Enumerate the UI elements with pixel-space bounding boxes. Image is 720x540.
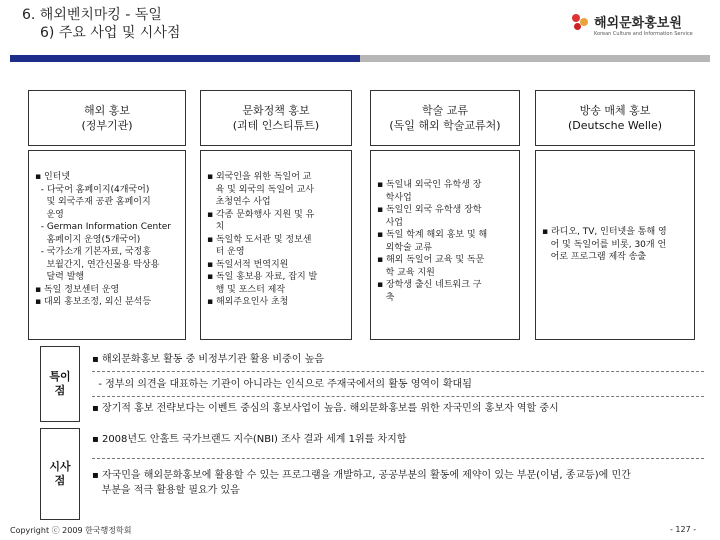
column-header-line: 학술 교류 <box>421 104 468 117</box>
logo <box>570 12 710 42</box>
column-header-line: 방송 매체 홍보 <box>579 104 651 117</box>
list-item: ▪ 독일내 외국인 유학생 장 <box>377 180 482 190</box>
list-item: ▪ 해외 독일어 교육 및 독문 <box>377 255 485 265</box>
page-number: - 127 - <box>670 525 697 534</box>
list-item: - German Information Center <box>35 222 171 232</box>
list-item: 초청연수 사업 <box>207 197 271 207</box>
column-content-gov <box>28 150 186 340</box>
column-header-line: 해외 홍보 <box>83 104 130 117</box>
list-item: 축 <box>377 292 395 303</box>
column-content-daad <box>370 150 520 340</box>
list-item: 치 <box>207 222 225 232</box>
list-item: - 국가소개 기본자료, 국정홍 <box>35 247 152 257</box>
list-item: ▪ 각종 문화행사 지원 및 유 <box>207 209 315 220</box>
list-item: 사업 <box>377 217 403 228</box>
list-item: 학사업 <box>377 192 412 203</box>
list-item: ▪ 해외주요인사 초청 <box>207 297 289 307</box>
list-item: 외학술 교류 <box>377 242 432 253</box>
list-item: - 다국어 홈페이지(4개국어) <box>35 184 150 195</box>
implications-label <box>40 428 80 520</box>
list-item: ▪ 독일학 도서관 및 정보센 <box>207 234 312 245</box>
features-label <box>40 346 80 422</box>
column-header-line: (정부기관) <box>81 119 133 132</box>
dashed-divider <box>92 396 704 397</box>
list-item: ▪ 독일 홍보용 자료, 잡지 발 <box>207 272 318 282</box>
list-item: 터 운영 <box>207 247 245 257</box>
implications-label-line: 시사 <box>49 460 71 473</box>
implication-note: ▪ 자국민을 해외문화홍보에 활용할 수 있는 프로그램을 개발하고, 공공부분의 활동에 제약이 있는 부문(이념, 종교등)에 민간 <box>92 470 631 481</box>
list-item: 학 교육 지원 <box>377 267 435 278</box>
list-item: ▪ 대외 홍보조정, 외신 분석등 <box>35 297 152 307</box>
features-label-line: 특이 <box>49 370 71 383</box>
divider-grey-segment <box>360 55 710 62</box>
feature-note: ▪ 해외문화홍보 활동 중 비정부기관 활용 비중이 높음 <box>92 354 324 365</box>
column-header-dw <box>535 90 695 146</box>
implications-label-line: 점 <box>54 474 66 487</box>
dashed-divider <box>92 371 704 372</box>
implication-note: ▪ 2008년도 안홀트 국가브랜드 지수(NBI) 조사 결과 세계 1위를 차지함 <box>92 434 407 445</box>
column-header-gov <box>28 90 186 146</box>
column-header-line: 문화정책 홍보 <box>242 104 310 117</box>
list-item: ▪ 독일 학계 해외 홍보 및 해 <box>377 230 488 240</box>
list-item: ▪ 외국인을 위한 독일어 교 <box>207 172 312 182</box>
logo-korean-text: 해외문화홍보원 <box>594 16 682 31</box>
title-line-2: 6) 주요 사업 및 시사점 <box>40 25 181 41</box>
column-content-dw <box>535 150 695 340</box>
column-header-line: (괴테 인스티튜트) <box>232 119 320 132</box>
logo-english-text: Korean Culture and Information Service <box>594 31 693 37</box>
list-item: 및 외국주재 공관 홈페이지 <box>35 197 151 207</box>
list-item: ▪ 장학생 출신 네트워크 구 <box>377 280 482 290</box>
list-item: ▪ 독일 정보센터 운영 <box>35 284 120 295</box>
divider-blue-segment <box>10 55 360 62</box>
list-item: 어로 프로그램 제작 송출 <box>542 252 647 263</box>
list-item: 보월간지, 연간신물용 탁상용 <box>35 259 160 270</box>
list-item: ▪ 인터넷 <box>35 172 71 182</box>
list-item: 달력 발행 <box>35 272 85 282</box>
column-header-daad <box>370 90 520 146</box>
title-divider-bar <box>10 55 710 62</box>
list-item: ▪ 독일서적 번역지원 <box>207 259 289 270</box>
list-item: ▪ 독일인 외국 유학생 장학 <box>377 205 482 215</box>
dashed-divider <box>92 458 704 459</box>
implication-note: 부분을 적극 활용할 필요가 있음 <box>92 485 240 496</box>
column-header-goethe <box>200 90 352 146</box>
features-label-line: 점 <box>54 384 66 397</box>
copyright: Copyright ⓒ 2009 한국행정학회 <box>10 526 132 535</box>
list-item: 행 및 포스터 제작 <box>207 284 286 295</box>
list-item: 육 및 외국의 독일어 교사 <box>207 184 314 195</box>
feature-note: ▪ 장기적 홍보 전략보다는 이벤트 중심의 홍보사업이 높음. 해외문화홍보를 위한 자국민의 홍보자 역할 중시 <box>92 403 559 414</box>
page-title <box>22 6 180 42</box>
column-header-line: (독일 해외 학술교류처) <box>389 119 501 132</box>
list-item: 운영 <box>35 209 64 220</box>
feature-note: - 정부의 의견을 대표하는 기관이 아니라는 인식으로 주재국에서의 활동 영역이 확대됨 <box>92 379 472 390</box>
column-header-line: (Deutsche Welle) <box>568 119 662 132</box>
logo-mark-icon <box>570 12 590 32</box>
title-line-1: 6. 해외벤치마킹 - 독일 <box>22 7 162 23</box>
list-item: ▪ 라디오, TV, 인터넷을 통해 영 <box>542 227 667 238</box>
list-item: 홈페이지 운영(5개국어) <box>35 234 141 245</box>
list-item: 어 및 독일어를 비롯, 30개 언 <box>542 239 667 250</box>
column-content-goethe <box>200 150 352 340</box>
